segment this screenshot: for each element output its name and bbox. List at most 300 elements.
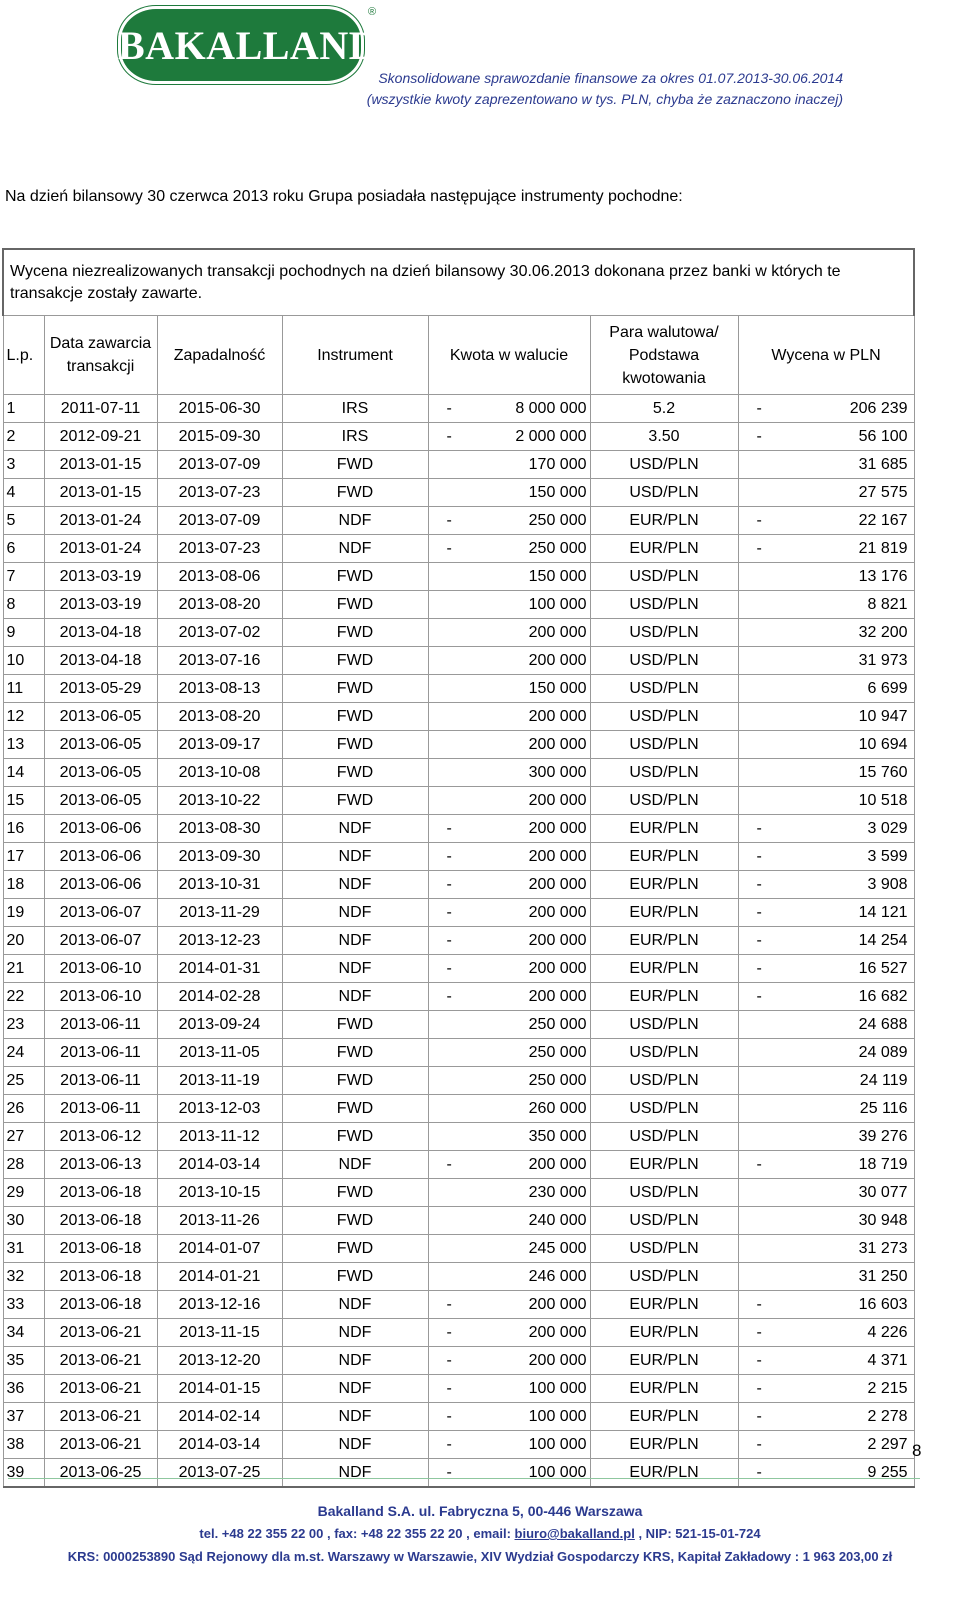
row-valuation: 16 527 — [774, 955, 914, 983]
row-amount: 200 000 — [464, 703, 590, 731]
row-maturity: 2013-07-25 — [157, 1459, 282, 1488]
row-valuation: 10 518 — [774, 787, 914, 815]
row-valuation: 13 176 — [774, 563, 914, 591]
row-currency-pair: EUR/PLN — [590, 1403, 738, 1431]
table-row — [3, 703, 914, 731]
row-instrument: NDF — [282, 955, 428, 983]
table-row — [3, 1151, 914, 1179]
row-valuation: 18 719 — [774, 1151, 914, 1179]
row-amount-sign — [428, 1123, 464, 1151]
row-instrument: NDF — [282, 815, 428, 843]
table-row — [3, 787, 914, 815]
row-lp: 24 — [3, 1039, 44, 1067]
row-valuation-sign — [738, 563, 774, 591]
row-instrument: NDF — [282, 983, 428, 1011]
table-row — [3, 563, 914, 591]
row-amount: 250 000 — [464, 1039, 590, 1067]
row-maturity: 2013-12-23 — [157, 927, 282, 955]
row-currency-pair: USD/PLN — [590, 647, 738, 675]
row-currency-pair: USD/PLN — [590, 1207, 738, 1235]
row-currency-pair: EUR/PLN — [590, 843, 738, 871]
row-instrument: FWD — [282, 675, 428, 703]
row-valuation: 2 278 — [774, 1403, 914, 1431]
footer-contact — [0, 1526, 960, 1541]
row-currency-pair: EUR/PLN — [590, 507, 738, 535]
row-valuation: 4 371 — [774, 1347, 914, 1375]
row-valuation-sign — [738, 1179, 774, 1207]
row-valuation-sign — [738, 1235, 774, 1263]
row-trade-date: 2013-06-05 — [44, 703, 157, 731]
table-row — [3, 1375, 914, 1403]
row-amount: 250 000 — [464, 535, 590, 563]
row-currency-pair: EUR/PLN — [590, 1375, 738, 1403]
row-trade-date: 2013-06-21 — [44, 1375, 157, 1403]
row-maturity: 2013-10-31 — [157, 871, 282, 899]
row-maturity: 2013-08-30 — [157, 815, 282, 843]
row-lp: 9 — [3, 619, 44, 647]
row-amount-sign: - — [428, 871, 464, 899]
table-row — [3, 983, 914, 1011]
row-amount-sign: - — [428, 1459, 464, 1488]
row-maturity: 2015-06-30 — [157, 395, 282, 423]
row-instrument: NDF — [282, 1431, 428, 1459]
row-trade-date: 2013-06-10 — [44, 983, 157, 1011]
row-amount: 200 000 — [464, 619, 590, 647]
table-row — [3, 1067, 914, 1095]
row-valuation-sign — [738, 1067, 774, 1095]
row-amount: 150 000 — [464, 479, 590, 507]
row-maturity: 2014-03-14 — [157, 1151, 282, 1179]
row-lp: 15 — [3, 787, 44, 815]
row-valuation-sign: - — [738, 1291, 774, 1319]
row-lp: 8 — [3, 591, 44, 619]
table-row — [3, 1431, 914, 1459]
footer-email-link[interactable]: biuro@bakalland.pl — [514, 1526, 635, 1541]
row-amount: 246 000 — [464, 1263, 590, 1291]
row-valuation: 27 575 — [774, 479, 914, 507]
row-valuation-sign: - — [738, 983, 774, 1011]
row-lp: 26 — [3, 1095, 44, 1123]
row-maturity: 2013-07-23 — [157, 535, 282, 563]
row-amount-sign: - — [428, 1291, 464, 1319]
row-valuation-sign — [738, 619, 774, 647]
row-valuation-sign — [738, 479, 774, 507]
row-maturity: 2014-01-07 — [157, 1235, 282, 1263]
row-trade-date: 2013-03-19 — [44, 563, 157, 591]
row-instrument: IRS — [282, 423, 428, 451]
row-amount: 100 000 — [464, 1431, 590, 1459]
row-maturity: 2013-07-23 — [157, 479, 282, 507]
row-valuation-sign: - — [738, 1431, 774, 1459]
row-currency-pair: USD/PLN — [590, 451, 738, 479]
row-valuation: 3 599 — [774, 843, 914, 871]
row-amount: 100 000 — [464, 1403, 590, 1431]
row-valuation-sign: - — [738, 843, 774, 871]
row-lp: 13 — [3, 731, 44, 759]
row-instrument: FWD — [282, 703, 428, 731]
table-row — [3, 871, 914, 899]
row-maturity: 2013-08-13 — [157, 675, 282, 703]
row-lp: 10 — [3, 647, 44, 675]
row-currency-pair: EUR/PLN — [590, 899, 738, 927]
logo-text: BAKALLAND — [118, 23, 379, 68]
row-lp: 30 — [3, 1207, 44, 1235]
row-trade-date: 2013-01-24 — [44, 535, 157, 563]
row-currency-pair: EUR/PLN — [590, 1291, 738, 1319]
row-trade-date: 2013-06-11 — [44, 1095, 157, 1123]
row-lp: 25 — [3, 1067, 44, 1095]
row-currency-pair: 3.50 — [590, 423, 738, 451]
row-maturity: 2013-11-19 — [157, 1067, 282, 1095]
row-amount-sign — [428, 1207, 464, 1235]
row-maturity: 2013-10-15 — [157, 1179, 282, 1207]
row-trade-date: 2013-06-12 — [44, 1123, 157, 1151]
table-row — [3, 507, 914, 535]
row-valuation-sign — [738, 1123, 774, 1151]
row-maturity: 2014-03-14 — [157, 1431, 282, 1459]
row-currency-pair: USD/PLN — [590, 591, 738, 619]
row-lp: 18 — [3, 871, 44, 899]
row-maturity: 2013-09-24 — [157, 1011, 282, 1039]
row-valuation: 21 819 — [774, 535, 914, 563]
row-lp: 39 — [3, 1459, 44, 1488]
row-amount: 100 000 — [464, 1459, 590, 1488]
row-valuation: 14 254 — [774, 927, 914, 955]
row-currency-pair: USD/PLN — [590, 759, 738, 787]
row-instrument: FWD — [282, 1263, 428, 1291]
row-valuation-sign: - — [738, 423, 774, 451]
row-instrument: FWD — [282, 1123, 428, 1151]
row-lp: 14 — [3, 759, 44, 787]
row-instrument: NDF — [282, 871, 428, 899]
row-valuation-sign: - — [738, 395, 774, 423]
table-row — [3, 1291, 914, 1319]
row-amount-sign — [428, 731, 464, 759]
row-valuation: 8 821 — [774, 591, 914, 619]
row-amount-sign — [428, 1095, 464, 1123]
row-valuation: 2 215 — [774, 1375, 914, 1403]
header-amount: Kwota w walucie — [428, 316, 590, 395]
row-valuation: 56 100 — [774, 423, 914, 451]
row-lp: 1 — [3, 395, 44, 423]
row-valuation-sign: - — [738, 1347, 774, 1375]
row-trade-date: 2013-06-06 — [44, 815, 157, 843]
row-amount: 200 000 — [464, 843, 590, 871]
row-valuation: 30 948 — [774, 1207, 914, 1235]
row-currency-pair: EUR/PLN — [590, 871, 738, 899]
row-instrument: NDF — [282, 1347, 428, 1375]
row-instrument: NDF — [282, 1319, 428, 1347]
row-valuation-sign: - — [738, 535, 774, 563]
row-valuation: 24 089 — [774, 1039, 914, 1067]
row-maturity: 2013-09-30 — [157, 843, 282, 871]
row-currency-pair: EUR/PLN — [590, 535, 738, 563]
table-header-row — [3, 316, 914, 395]
row-trade-date: 2013-06-07 — [44, 899, 157, 927]
row-amount-sign: - — [428, 423, 464, 451]
row-amount: 250 000 — [464, 1067, 590, 1095]
row-maturity: 2013-11-05 — [157, 1039, 282, 1067]
table-caption: Wycena niezrealizowanych transakcji pochodnych na dzień bilansowy 30.06.2013 dokonana przez banki w których te transakcje zostały zawarte. — [3, 249, 914, 316]
row-lp: 6 — [3, 535, 44, 563]
row-maturity: 2013-12-20 — [157, 1347, 282, 1375]
row-trade-date: 2013-06-05 — [44, 759, 157, 787]
row-maturity: 2013-10-08 — [157, 759, 282, 787]
row-amount-sign: - — [428, 843, 464, 871]
row-amount-sign — [428, 647, 464, 675]
row-trade-date: 2013-06-10 — [44, 955, 157, 983]
row-amount: 200 000 — [464, 983, 590, 1011]
row-lp: 38 — [3, 1431, 44, 1459]
row-currency-pair: EUR/PLN — [590, 1151, 738, 1179]
footer-registration: KRS: 0000253890 Sąd Rejonowy dla m.st. Warszawy w Warszawie, XIV Wydział Gospodarczy KRS, Kapitał Zakładowy : 1 963 203,00 zł — [67, 1549, 893, 1564]
row-lp: 20 — [3, 927, 44, 955]
row-amount-sign: - — [428, 1319, 464, 1347]
row-valuation-sign: - — [738, 1375, 774, 1403]
row-instrument: FWD — [282, 1207, 428, 1235]
row-valuation: 2 297 — [774, 1431, 914, 1459]
row-instrument: NDF — [282, 843, 428, 871]
row-valuation: 32 200 — [774, 619, 914, 647]
row-valuation: 15 760 — [774, 759, 914, 787]
header-currency-pair: Para walutowa/ Podstawa kwotowania — [590, 316, 738, 395]
row-valuation: 10 694 — [774, 731, 914, 759]
row-lp: 32 — [3, 1263, 44, 1291]
row-amount: 150 000 — [464, 563, 590, 591]
row-instrument: NDF — [282, 927, 428, 955]
row-amount: 230 000 — [464, 1179, 590, 1207]
row-amount: 350 000 — [464, 1123, 590, 1151]
row-valuation-sign: - — [738, 1151, 774, 1179]
row-trade-date: 2013-06-11 — [44, 1039, 157, 1067]
row-currency-pair: USD/PLN — [590, 703, 738, 731]
row-currency-pair: EUR/PLN — [590, 1459, 738, 1488]
header-instrument: Instrument — [282, 316, 428, 395]
row-valuation-sign — [738, 1011, 774, 1039]
row-valuation: 31 685 — [774, 451, 914, 479]
row-amount-sign — [428, 1011, 464, 1039]
table-row — [3, 1207, 914, 1235]
row-amount-sign — [428, 759, 464, 787]
row-currency-pair: EUR/PLN — [590, 1319, 738, 1347]
row-valuation-sign — [738, 591, 774, 619]
header-lp: L.p. — [3, 316, 44, 395]
row-valuation: 16 603 — [774, 1291, 914, 1319]
row-lp: 29 — [3, 1179, 44, 1207]
row-amount-sign — [428, 675, 464, 703]
row-currency-pair: USD/PLN — [590, 731, 738, 759]
row-instrument: FWD — [282, 1067, 428, 1095]
row-lp: 12 — [3, 703, 44, 731]
row-trade-date: 2013-06-13 — [44, 1151, 157, 1179]
row-lp: 34 — [3, 1319, 44, 1347]
row-maturity: 2013-12-03 — [157, 1095, 282, 1123]
row-instrument: FWD — [282, 451, 428, 479]
row-amount-sign: - — [428, 1151, 464, 1179]
table-row — [3, 1235, 914, 1263]
row-lp: 22 — [3, 983, 44, 1011]
row-lp: 11 — [3, 675, 44, 703]
row-amount-sign: - — [428, 1431, 464, 1459]
row-instrument: FWD — [282, 1039, 428, 1067]
row-lp: 17 — [3, 843, 44, 871]
row-amount: 200 000 — [464, 1347, 590, 1375]
row-trade-date: 2013-06-18 — [44, 1263, 157, 1291]
row-instrument: FWD — [282, 1179, 428, 1207]
row-amount: 200 000 — [464, 1151, 590, 1179]
row-lp: 21 — [3, 955, 44, 983]
row-valuation-sign: - — [738, 507, 774, 535]
table-row — [3, 1319, 914, 1347]
row-trade-date: 2013-06-11 — [44, 1067, 157, 1095]
row-amount-sign: - — [428, 507, 464, 535]
row-valuation-sign — [738, 1207, 774, 1235]
row-instrument: FWD — [282, 1095, 428, 1123]
row-amount-sign — [428, 1039, 464, 1067]
intro-text: Na dzień bilansowy 30 czerwca 2013 roku Grupa posiadała następujące instrumenty pochodne: — [5, 188, 683, 205]
row-maturity: 2013-08-06 — [157, 563, 282, 591]
row-instrument: FWD — [282, 731, 428, 759]
row-amount-sign: - — [428, 815, 464, 843]
row-amount: 200 000 — [464, 899, 590, 927]
row-lp: 31 — [3, 1235, 44, 1263]
row-lp: 27 — [3, 1123, 44, 1151]
row-amount: 260 000 — [464, 1095, 590, 1123]
row-currency-pair: USD/PLN — [590, 1067, 738, 1095]
row-amount-sign: - — [428, 955, 464, 983]
row-trade-date: 2013-01-15 — [44, 451, 157, 479]
row-valuation-sign — [738, 759, 774, 787]
row-amount: 150 000 — [464, 675, 590, 703]
row-maturity: 2013-07-09 — [157, 507, 282, 535]
row-amount-sign — [428, 479, 464, 507]
row-valuation-sign: - — [738, 927, 774, 955]
row-valuation-sign: - — [738, 1459, 774, 1488]
row-valuation-sign — [738, 703, 774, 731]
table-row — [3, 955, 914, 983]
row-trade-date: 2013-06-21 — [44, 1347, 157, 1375]
table-row — [3, 451, 914, 479]
row-maturity: 2013-09-17 — [157, 731, 282, 759]
row-trade-date: 2013-06-21 — [44, 1431, 157, 1459]
table-row — [3, 675, 914, 703]
row-trade-date: 2013-06-18 — [44, 1235, 157, 1263]
row-instrument: NDF — [282, 1151, 428, 1179]
row-instrument: FWD — [282, 479, 428, 507]
row-amount: 250 000 — [464, 1011, 590, 1039]
row-valuation: 31 250 — [774, 1263, 914, 1291]
row-currency-pair: USD/PLN — [590, 1123, 738, 1151]
row-valuation: 30 077 — [774, 1179, 914, 1207]
row-maturity: 2014-01-31 — [157, 955, 282, 983]
row-trade-date: 2013-06-07 — [44, 927, 157, 955]
row-valuation: 9 255 — [774, 1459, 914, 1488]
row-trade-date: 2013-04-18 — [44, 619, 157, 647]
row-maturity: 2013-11-29 — [157, 899, 282, 927]
row-lp: 16 — [3, 815, 44, 843]
table-row — [3, 731, 914, 759]
table-row — [3, 843, 914, 871]
row-amount: 300 000 — [464, 759, 590, 787]
company-logo — [118, 6, 380, 86]
row-instrument: FWD — [282, 619, 428, 647]
row-amount-sign — [428, 451, 464, 479]
row-maturity: 2013-11-26 — [157, 1207, 282, 1235]
row-valuation: 39 276 — [774, 1123, 914, 1151]
row-lp: 19 — [3, 899, 44, 927]
row-maturity: 2014-02-14 — [157, 1403, 282, 1431]
row-instrument: NDF — [282, 1459, 428, 1488]
row-valuation: 14 121 — [774, 899, 914, 927]
row-currency-pair: EUR/PLN — [590, 815, 738, 843]
row-valuation-sign: - — [738, 1319, 774, 1347]
row-valuation: 6 699 — [774, 675, 914, 703]
row-trade-date: 2013-05-29 — [44, 675, 157, 703]
row-trade-date: 2013-06-18 — [44, 1207, 157, 1235]
row-valuation: 31 973 — [774, 647, 914, 675]
row-amount-sign: - — [428, 899, 464, 927]
row-lp: 28 — [3, 1151, 44, 1179]
row-instrument: FWD — [282, 591, 428, 619]
row-valuation-sign — [738, 787, 774, 815]
row-lp: 7 — [3, 563, 44, 591]
table-row — [3, 1011, 914, 1039]
row-maturity: 2013-07-09 — [157, 451, 282, 479]
row-instrument: NDF — [282, 1375, 428, 1403]
row-amount: 200 000 — [464, 1319, 590, 1347]
row-valuation-sign: - — [738, 815, 774, 843]
row-maturity: 2014-01-21 — [157, 1263, 282, 1291]
table-row — [3, 591, 914, 619]
row-valuation: 25 116 — [774, 1095, 914, 1123]
row-amount-sign — [428, 1179, 464, 1207]
table-row — [3, 479, 914, 507]
row-instrument: NDF — [282, 507, 428, 535]
row-instrument: FWD — [282, 787, 428, 815]
row-valuation: 24 119 — [774, 1067, 914, 1095]
row-valuation-sign — [738, 1263, 774, 1291]
row-instrument: NDF — [282, 535, 428, 563]
row-valuation-sign: - — [738, 955, 774, 983]
row-maturity: 2014-02-28 — [157, 983, 282, 1011]
row-trade-date: 2013-06-18 — [44, 1291, 157, 1319]
table-row — [3, 759, 914, 787]
row-maturity: 2013-08-20 — [157, 703, 282, 731]
row-lp: 36 — [3, 1375, 44, 1403]
table-row — [3, 1403, 914, 1431]
logo-badge — [118, 6, 379, 84]
row-maturity: 2013-11-12 — [157, 1123, 282, 1151]
row-amount: 240 000 — [464, 1207, 590, 1235]
table-row — [3, 899, 914, 927]
footer-divider — [8, 1478, 920, 1479]
row-instrument: IRS — [282, 395, 428, 423]
footer-contact-pre: tel. +48 22 355 22 00 , fax: +48 22 355 22 20 , email: — [199, 1526, 515, 1541]
row-amount: 200 000 — [464, 1291, 590, 1319]
row-maturity: 2013-10-22 — [157, 787, 282, 815]
row-valuation: 4 226 — [774, 1319, 914, 1347]
row-currency-pair: USD/PLN — [590, 1011, 738, 1039]
row-maturity: 2014-01-15 — [157, 1375, 282, 1403]
row-maturity: 2013-12-16 — [157, 1291, 282, 1319]
row-instrument: FWD — [282, 647, 428, 675]
row-valuation-sign — [738, 675, 774, 703]
row-amount-sign — [428, 619, 464, 647]
row-amount: 100 000 — [464, 1375, 590, 1403]
row-trade-date: 2013-03-19 — [44, 591, 157, 619]
row-trade-date: 2013-06-25 — [44, 1459, 157, 1488]
row-trade-date: 2013-06-06 — [44, 871, 157, 899]
